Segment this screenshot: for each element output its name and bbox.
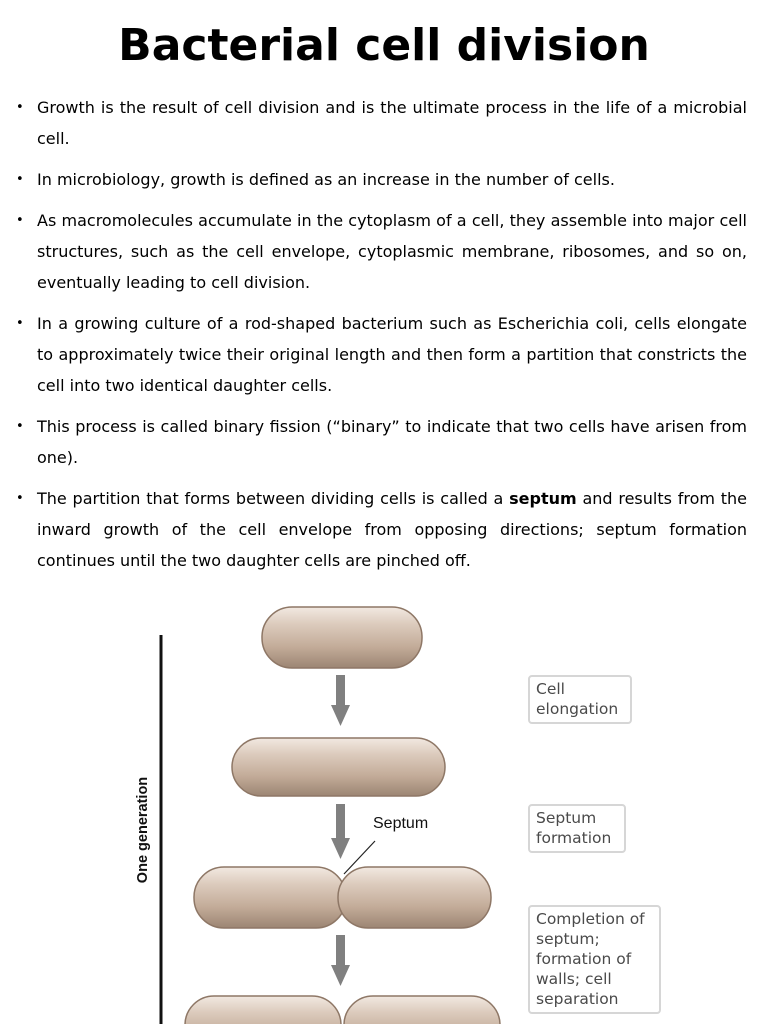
- septum-label: Septum: [373, 815, 429, 832]
- bullet-term-septum: septum: [509, 489, 577, 508]
- bullet-item: • In microbiology, growth is defined as an increase in the number of cells.: [37, 164, 747, 195]
- stage-label-septum-formation: Septum formation: [528, 804, 626, 853]
- cell-elongated: [232, 738, 445, 796]
- bullet-item: [37, 483, 747, 576]
- cell-dividing-right: [338, 867, 491, 928]
- bullet-text-after: and results from the inward growth of the cell envelope from opposing directions; septum formation continues until the two daughter cells are pinched off.: [37, 489, 747, 570]
- arrow-down-icon: [331, 675, 350, 726]
- cell-initial: [262, 607, 422, 668]
- stage-label-cell-elongation: Cell elongation: [528, 675, 632, 724]
- bullet-item: • In a growing culture of a rod-shaped bacterium such as Escherichia coli, cells elongate to approximately twice their original length and then form a partition that constricts the cell into two identical daughter cells.: [37, 308, 747, 401]
- cell-dividing-left: [194, 867, 346, 928]
- bullet-text-before: The partition that forms between dividing cells is called a: [37, 489, 510, 508]
- stage-label-completion: Completion of septum; formation of walls; cell separation: [528, 905, 661, 1014]
- bullet-list: [0, 92, 768, 586]
- cell-daughter-right: [344, 996, 500, 1024]
- cell-daughter-left: [185, 996, 341, 1024]
- binary-fission-figure: [0, 595, 768, 1024]
- arrow-down-icon: [331, 935, 350, 986]
- page-title: Bacterial cell division: [118, 20, 650, 71]
- bullet-item: • As macromolecules accumulate in the cytoplasm of a cell, they assemble into major cell structures, such as the cell envelope, cytoplasmic membrane, ribosomes, and so on, eventually leading to cell division.: [37, 205, 747, 298]
- arrow-down-icon: [331, 804, 350, 859]
- bullet-item: • Growth is the result of cell division and is the ultimate process in the life of a microbial cell.: [37, 92, 747, 154]
- axis-label-one-generation: One generation: [135, 776, 151, 884]
- bullet-item: • This process is called binary fission (“binary” to indicate that two cells have arisen from one).: [37, 411, 747, 473]
